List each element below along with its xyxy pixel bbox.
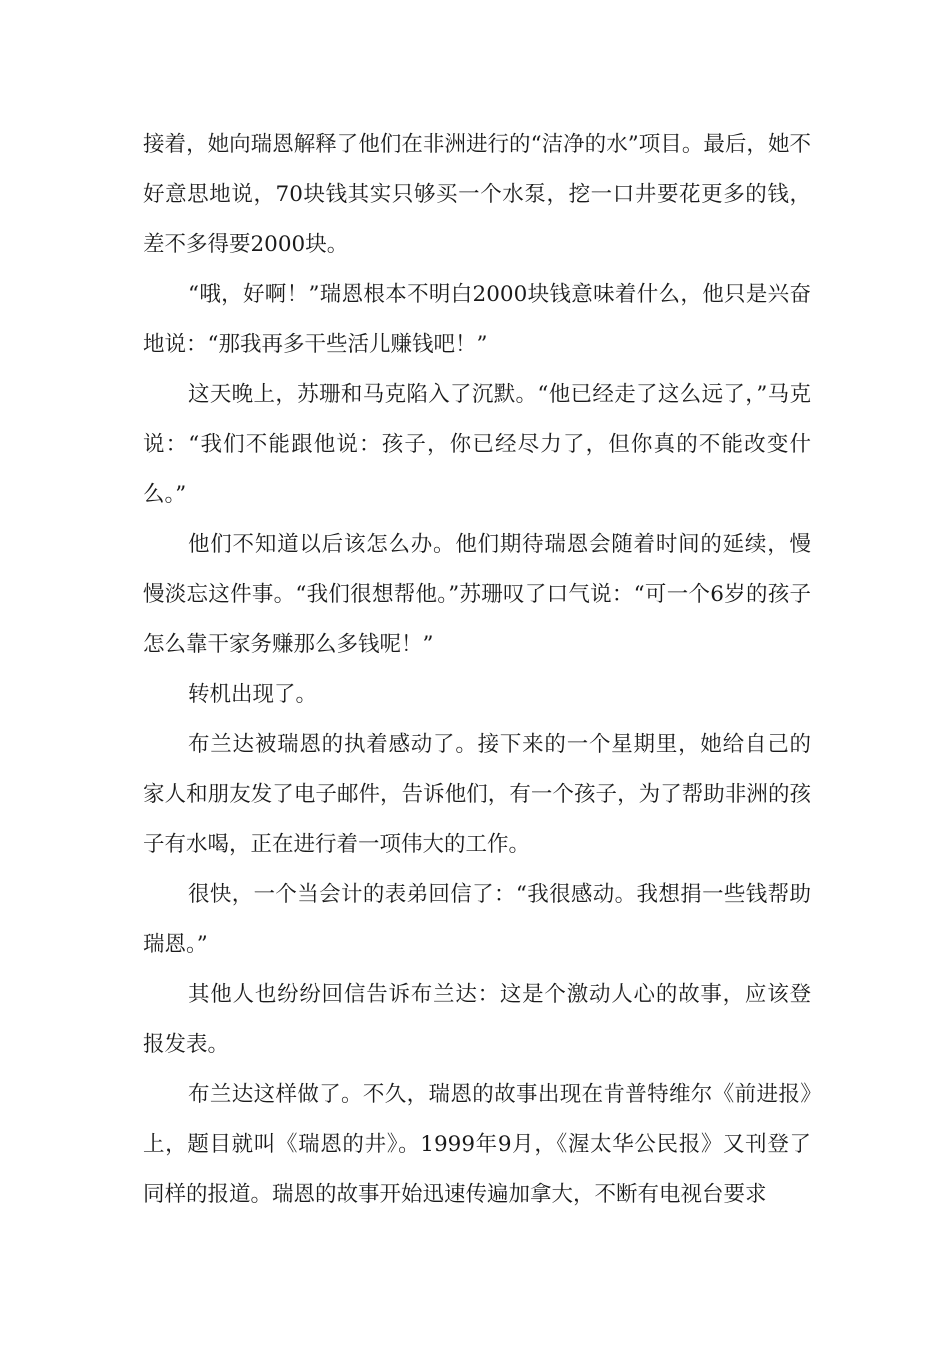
paragraph-9: 布兰达这样做了。不久，瑞恩的故事出现在肯普特维尔《前进报》上，题目就叫《瑞恩的井》。1999年9月，《渥太华公民报》又刊登了同样的报道。瑞恩的故事开始迅速传遍加拿大，不断有电视台要求 (143, 1082, 811, 1207)
paragraph-1: 接着，她向瑞恩解释了他们在非洲进行的“洁净的水”项目。最后，她不好意思地说，70块钱其实只够买一个水泵，挖一口井要花更多的钱，差不多得要2000块。 (143, 132, 811, 257)
paragraph-6: 布兰达被瑞恩的执着感动了。接下来的一个星期里，她给自己的家人和朋友发了电子邮件，告诉他们，有一个孩子，为了帮助非洲的孩子有水喝，正在进行着一项伟大的工作。 (143, 732, 811, 857)
paragraph-4: 他们不知道以后该怎么办。他们期待瑞恩会随着时间的延续，慢慢淡忘这件事。“我们很想帮他。”苏珊叹了口气说：“可一个6岁的孩子怎么靠干家务赚那么多钱呢！” (143, 532, 811, 657)
paragraph-8: 其他人也纷纷回信告诉布兰达：这是个激动人心的故事，应该登报发表。 (143, 982, 811, 1057)
paragraph-3: 这天晚上，苏珊和马克陷入了沉默。“他已经走了这么远了，”马克说：“我们不能跟他说：孩子，你已经尽力了，但你真的不能改变什么。” (143, 382, 811, 507)
paragraph-2: “哦，好啊！”瑞恩根本不明白2000块钱意味着什么，他只是兴奋地说：“那我再多干些活儿赚钱吧！” (143, 282, 811, 357)
paragraph-5: 转机出现了。 (188, 682, 318, 707)
paragraph-7: 很快，一个当会计的表弟回信了：“我很感动。我想捐一些钱帮助瑞恩。” (143, 882, 811, 957)
body-text (143, 120, 811, 1220)
